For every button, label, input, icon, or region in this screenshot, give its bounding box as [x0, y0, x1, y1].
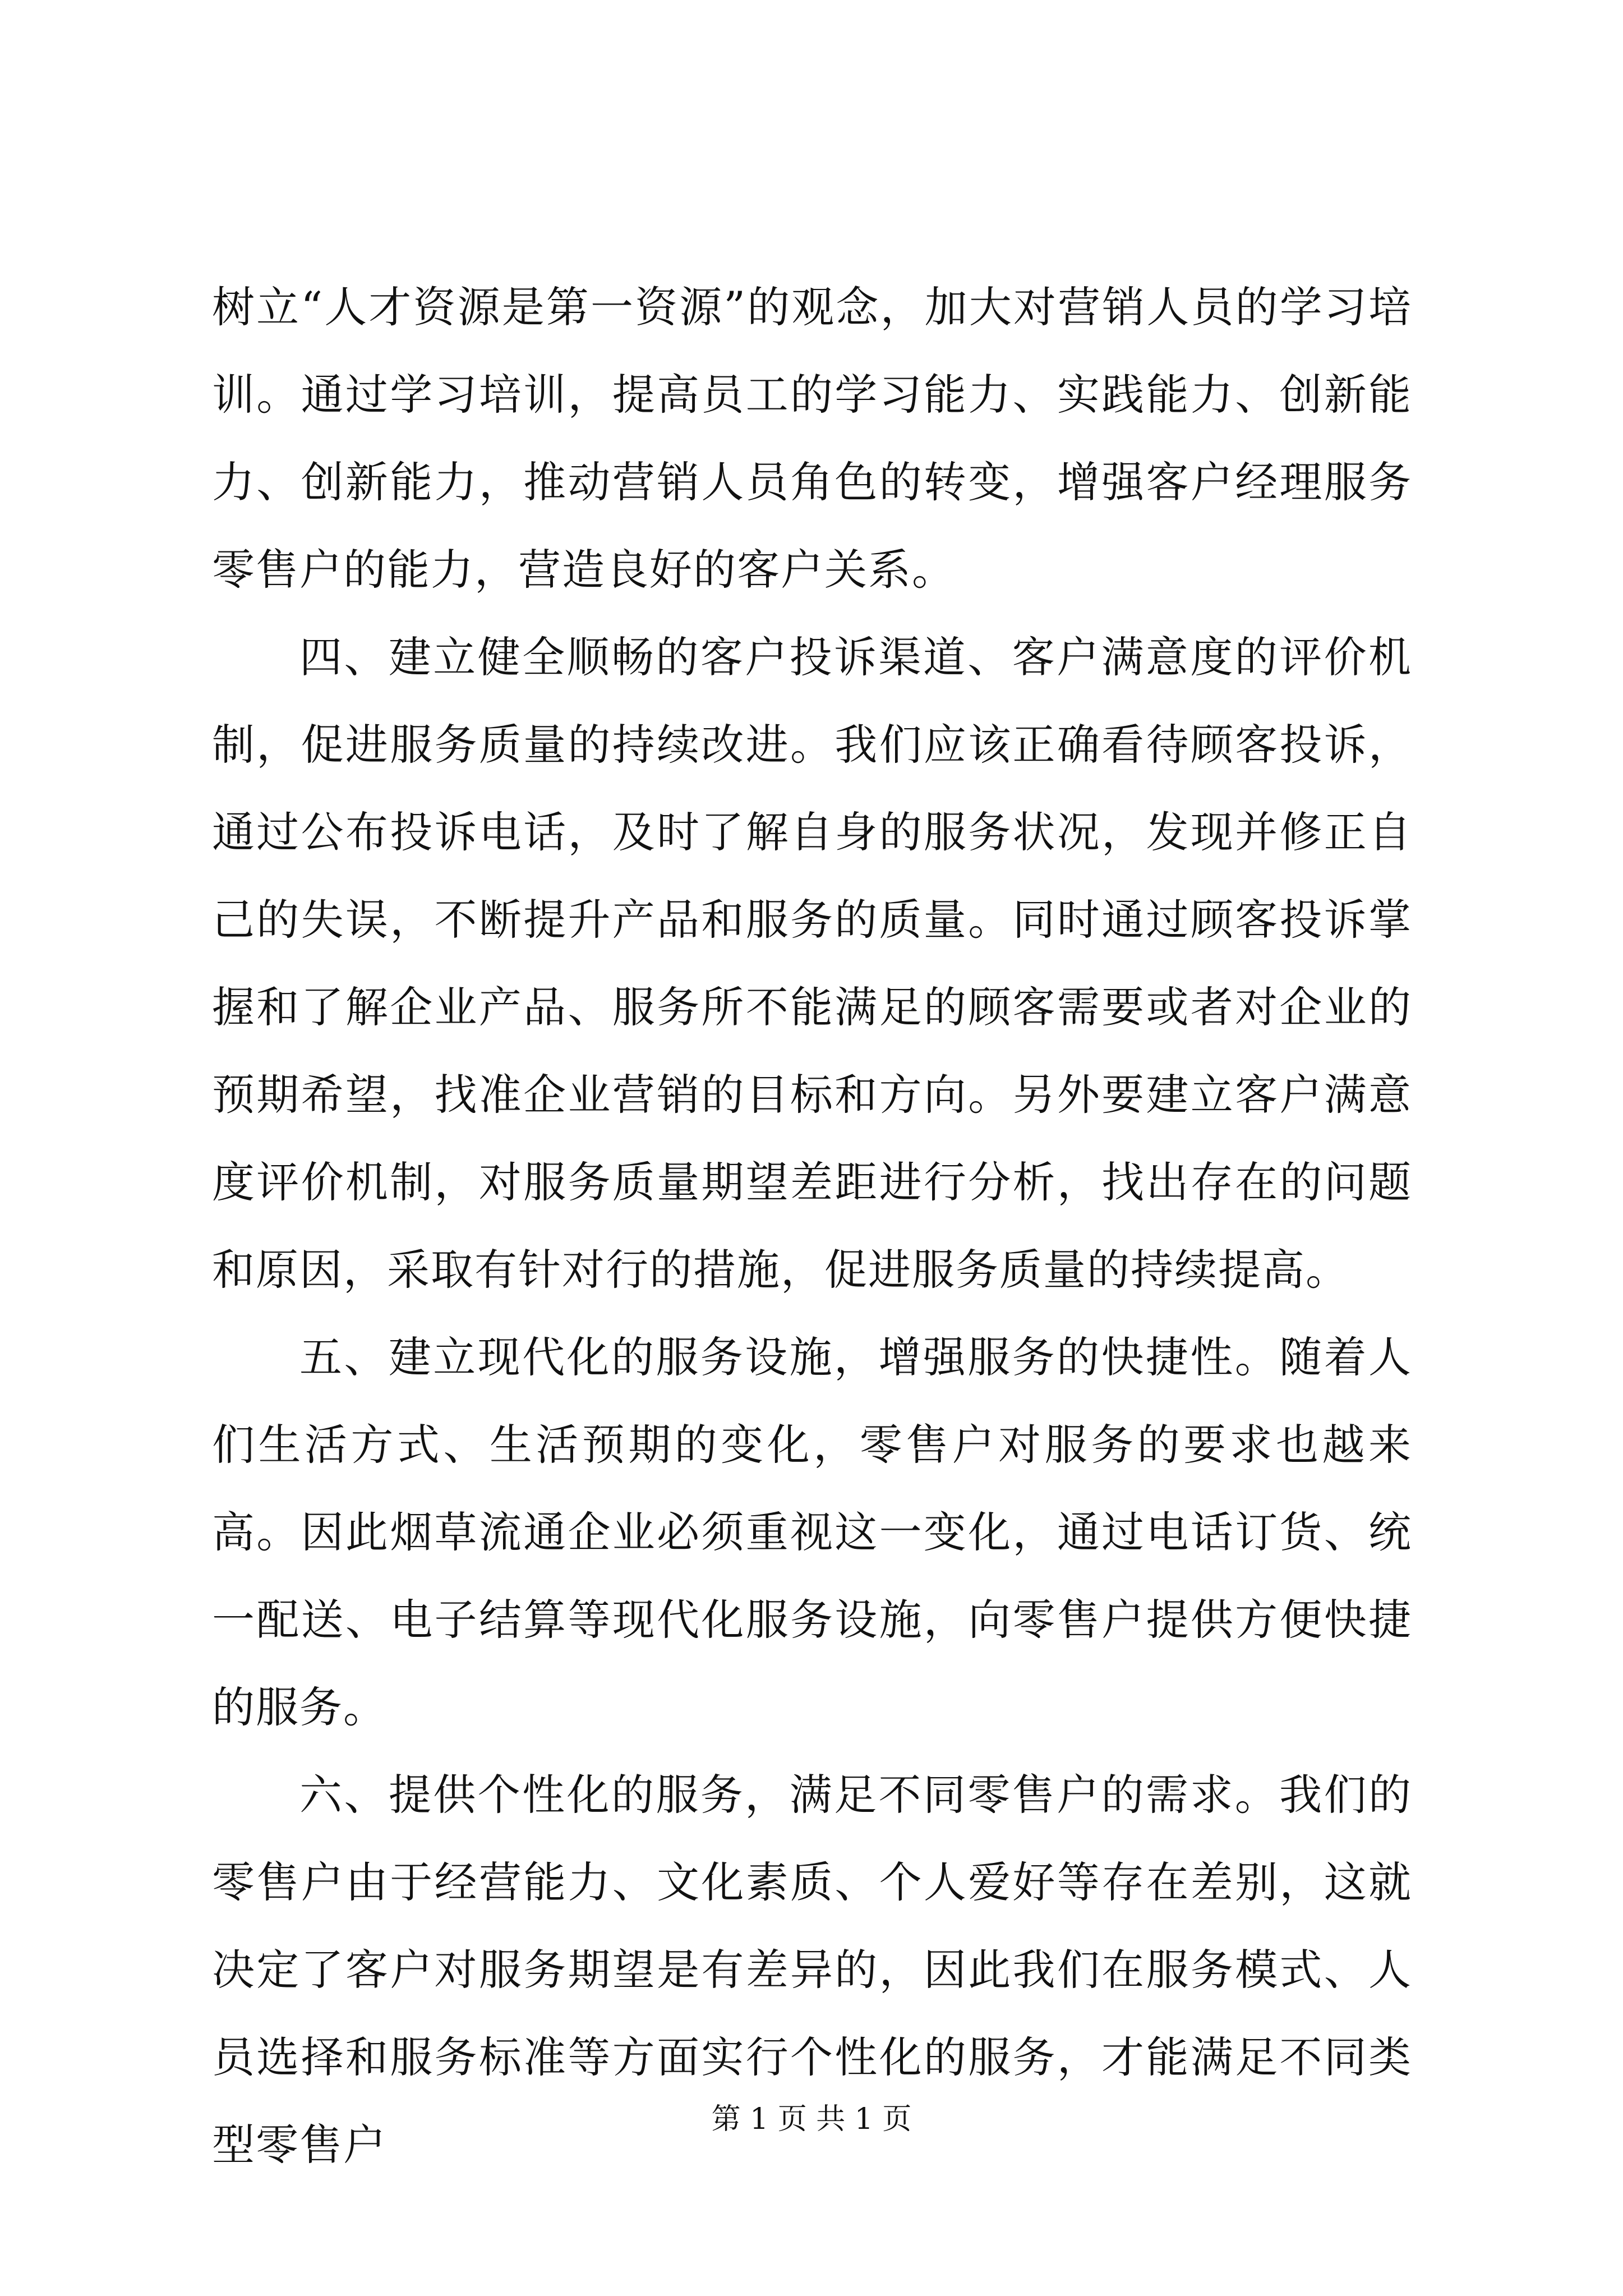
document-body: [212, 264, 1412, 2189]
paragraph-section-5: 五、建立现代化的服务设施，增强服务的快捷性。随着人们生活方式、生活预期的变化，零售户对服务的要求也越来高。因此烟草流通企业必须重视这一变化，通过电话订货、统一配送、电子结算等现代化服务设施，向零售户提供方便快捷的服务。: [212, 1332, 1412, 1732]
paragraph-continuation: 树立“人才资源是第一资源”的观念，加大对营销人员的学习培训。通过学习培训，提高员工的学习能力、实践能力、创新能力、创新能力，推动营销人员角色的转变，增强客户经理服务零售户的能力，营造良好的客户关系。: [212, 282, 1412, 595]
paragraph-section-6: 六、提供个性化的服务，满足不同零售户的需求。我们的零售户由于经营能力、文化素质、个人爱好等存在差别，这就决定了客户对服务期望是有差异的，因此我们在服务模式、人员选择和服务标准等方面实行个性化的服务，才能满足不同类型零售户: [212, 1770, 1412, 2170]
page-footer: 第 1 页 共 1 页: [711, 2102, 912, 2136]
paragraph-section-4: 四、建立健全顺畅的客户投诉渠道、客户满意度的评价机制，促进服务质量的持续改进。我们应该正确看待顾客投诉，通过公布投诉电话，及时了解自身的服务状况，发现并修正自己的失误，不断提升产品和服务的质量。同时通过顾客投诉掌握和了解企业产品、服务所不能满足的顾客需要或者对企业的预期希望，找准企业营销的目标和方向。另外要建立客户满意度评价机制，对服务质量期望差距进行分析，找出存在的问题和原因，采取有针对行的措施，促进服务质量的持续提高。: [212, 632, 1412, 1295]
